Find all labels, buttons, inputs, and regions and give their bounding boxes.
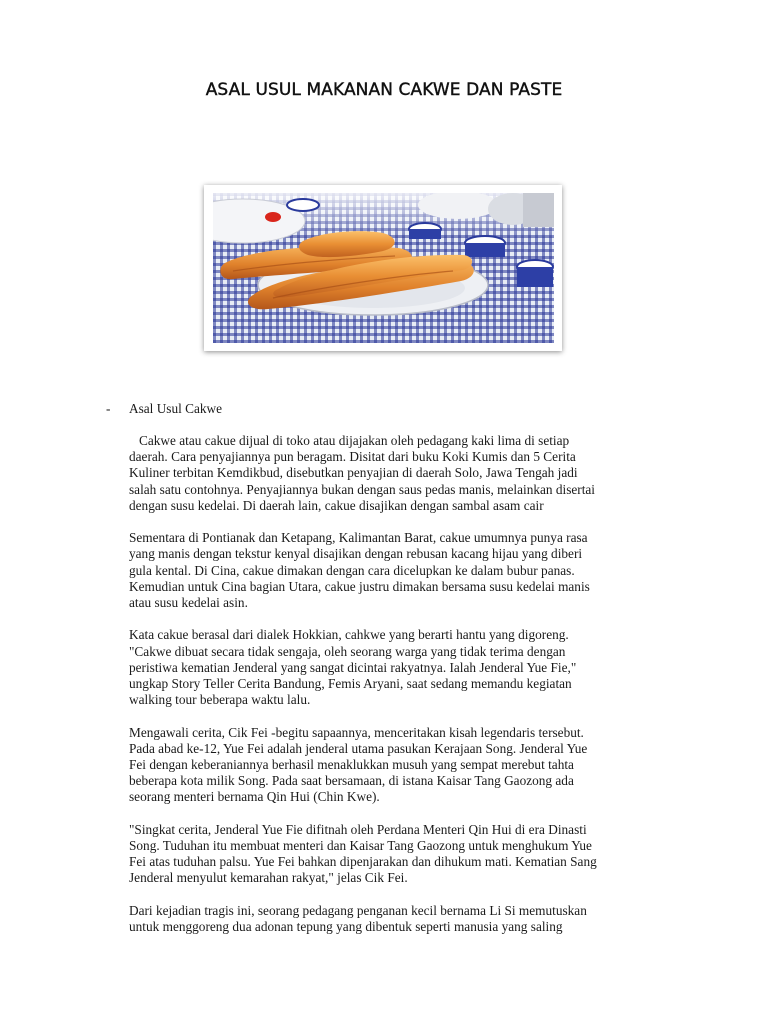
paragraph-line: beberapa kota milik Song. Pada saat bersamaan, di istana Kaisar Tang Gaozong ada (129, 773, 574, 789)
paragraph-line: salah satu contohnya. Penyajiannya bukan dengan saus pedas manis, melainkan disertai (129, 481, 596, 497)
paragraph (129, 903, 689, 935)
paragraph-line: Kemudian untuk Cina bagian Utara, cakue justru dimakan bersama susu kedelai manis (129, 578, 590, 594)
paragraph-line: gula kental. Di Cina, cakue dimakan dengan cara dicelupkan ke dalam bubur panas. (129, 562, 575, 578)
section-heading: Asal Usul Cakwe (129, 401, 223, 416)
paragraph-line: Cakwe atau cakue dijual di toko atau dijajakan oleh pedagang kaki lima di setiap (139, 433, 570, 448)
page-title: ASAL USUL MAKANAN CAKWE DAN PASTE (205, 80, 563, 100)
paragraph-line: Fei dengan keberaniannya berhasil menaklukkan musuh yang sempat merebut tahta (129, 757, 574, 773)
paragraph-line: ungkap Story Teller Cerita Bandung, Femis Aryani, saat sedang memandu kegiatan (129, 676, 572, 692)
paragraph-line: yang manis dengan tekstur kenyal disajikan dengan rebusan kacang hijau yang diberi (129, 546, 583, 562)
cakwe-photo (213, 193, 554, 343)
paragraph (129, 627, 689, 708)
paragraph (129, 530, 689, 611)
paragraph-line: seorang menteri bernama Qin Hui (Chin Kwe). (129, 789, 380, 805)
paragraph-line: Kuliner terbitan Kemdikbud, disebutkan penyajian di daerah Solo, Jawa Tengah jadi (129, 465, 578, 481)
paragraph-line: "Cakwe dibuat secara tidak sengaja, oleh seorang warga yang tidak terima dengan (129, 643, 566, 659)
paragraph (129, 433, 689, 514)
paragraph-line: daerah. Cara penyajiannya pun beragam. Disitat dari buku Koki Kumis dan 5 Cerita (129, 449, 576, 465)
photo-frame (204, 185, 562, 351)
paragraph-line: Kata cakue berasal dari dialek Hokkian, cahkwe yang berarti hantu yang digoreng. (129, 627, 569, 643)
paragraph-line: Sementara di Pontianak dan Ketapang, Kalimantan Barat, cakue umumnya punya rasa (129, 530, 588, 546)
paragraph-line: atau susu kedelai asin. (129, 595, 248, 611)
paragraph-line: walking tour beberapa waktu lalu. (129, 692, 311, 708)
paragraph-line: Fei atas tuduhan palsu. Yue Fei bahkan dipenjarakan dan dihukum mati. Kematian Sang (129, 854, 597, 870)
paragraph-line: untuk menggoreng dua adonan tepung yang dibentuk seperti manusia yang saling (129, 919, 563, 935)
paragraph-line: Jenderal menyulut kemarahan rakyat," jelas Cik Fei. (129, 870, 408, 886)
paragraph-line: Dari kejadian tragis ini, seorang pedagang penganan kecil bernama Li Si memutuskan (129, 902, 587, 918)
paragraph-line: dengan susu kedelai. Di daerah lain, cakue disajikan dengan sambal asam cair (129, 497, 544, 513)
paragraph (129, 725, 689, 806)
body-text (129, 433, 689, 951)
paragraph-line: "Singkat cerita, Jenderal Yue Fie difitnah oleh Perdana Menteri Qin Hui di era Dinasti (129, 821, 587, 837)
list-marker: - (106, 401, 111, 416)
paragraph-line: Song. Tuduhan itu membuat menteri dan Kaisar Tang Gaozong untuk menghukum Yue (129, 838, 592, 854)
paragraph (129, 822, 689, 887)
paragraph-line: Pada abad ke-12, Yue Fei adalah jenderal utama pasukan Kerajaan Song. Jenderal Yue (129, 740, 588, 756)
paragraph-line: Mengawali cerita, Cik Fei -begitu sapaannya, menceritakan kisah legendaris tersebut. (129, 724, 584, 740)
paragraph-line: peristiwa kematian Jenderal yang sangat dicintai rakyatnya. Ialah Jenderal Yue Fie," (129, 659, 577, 675)
